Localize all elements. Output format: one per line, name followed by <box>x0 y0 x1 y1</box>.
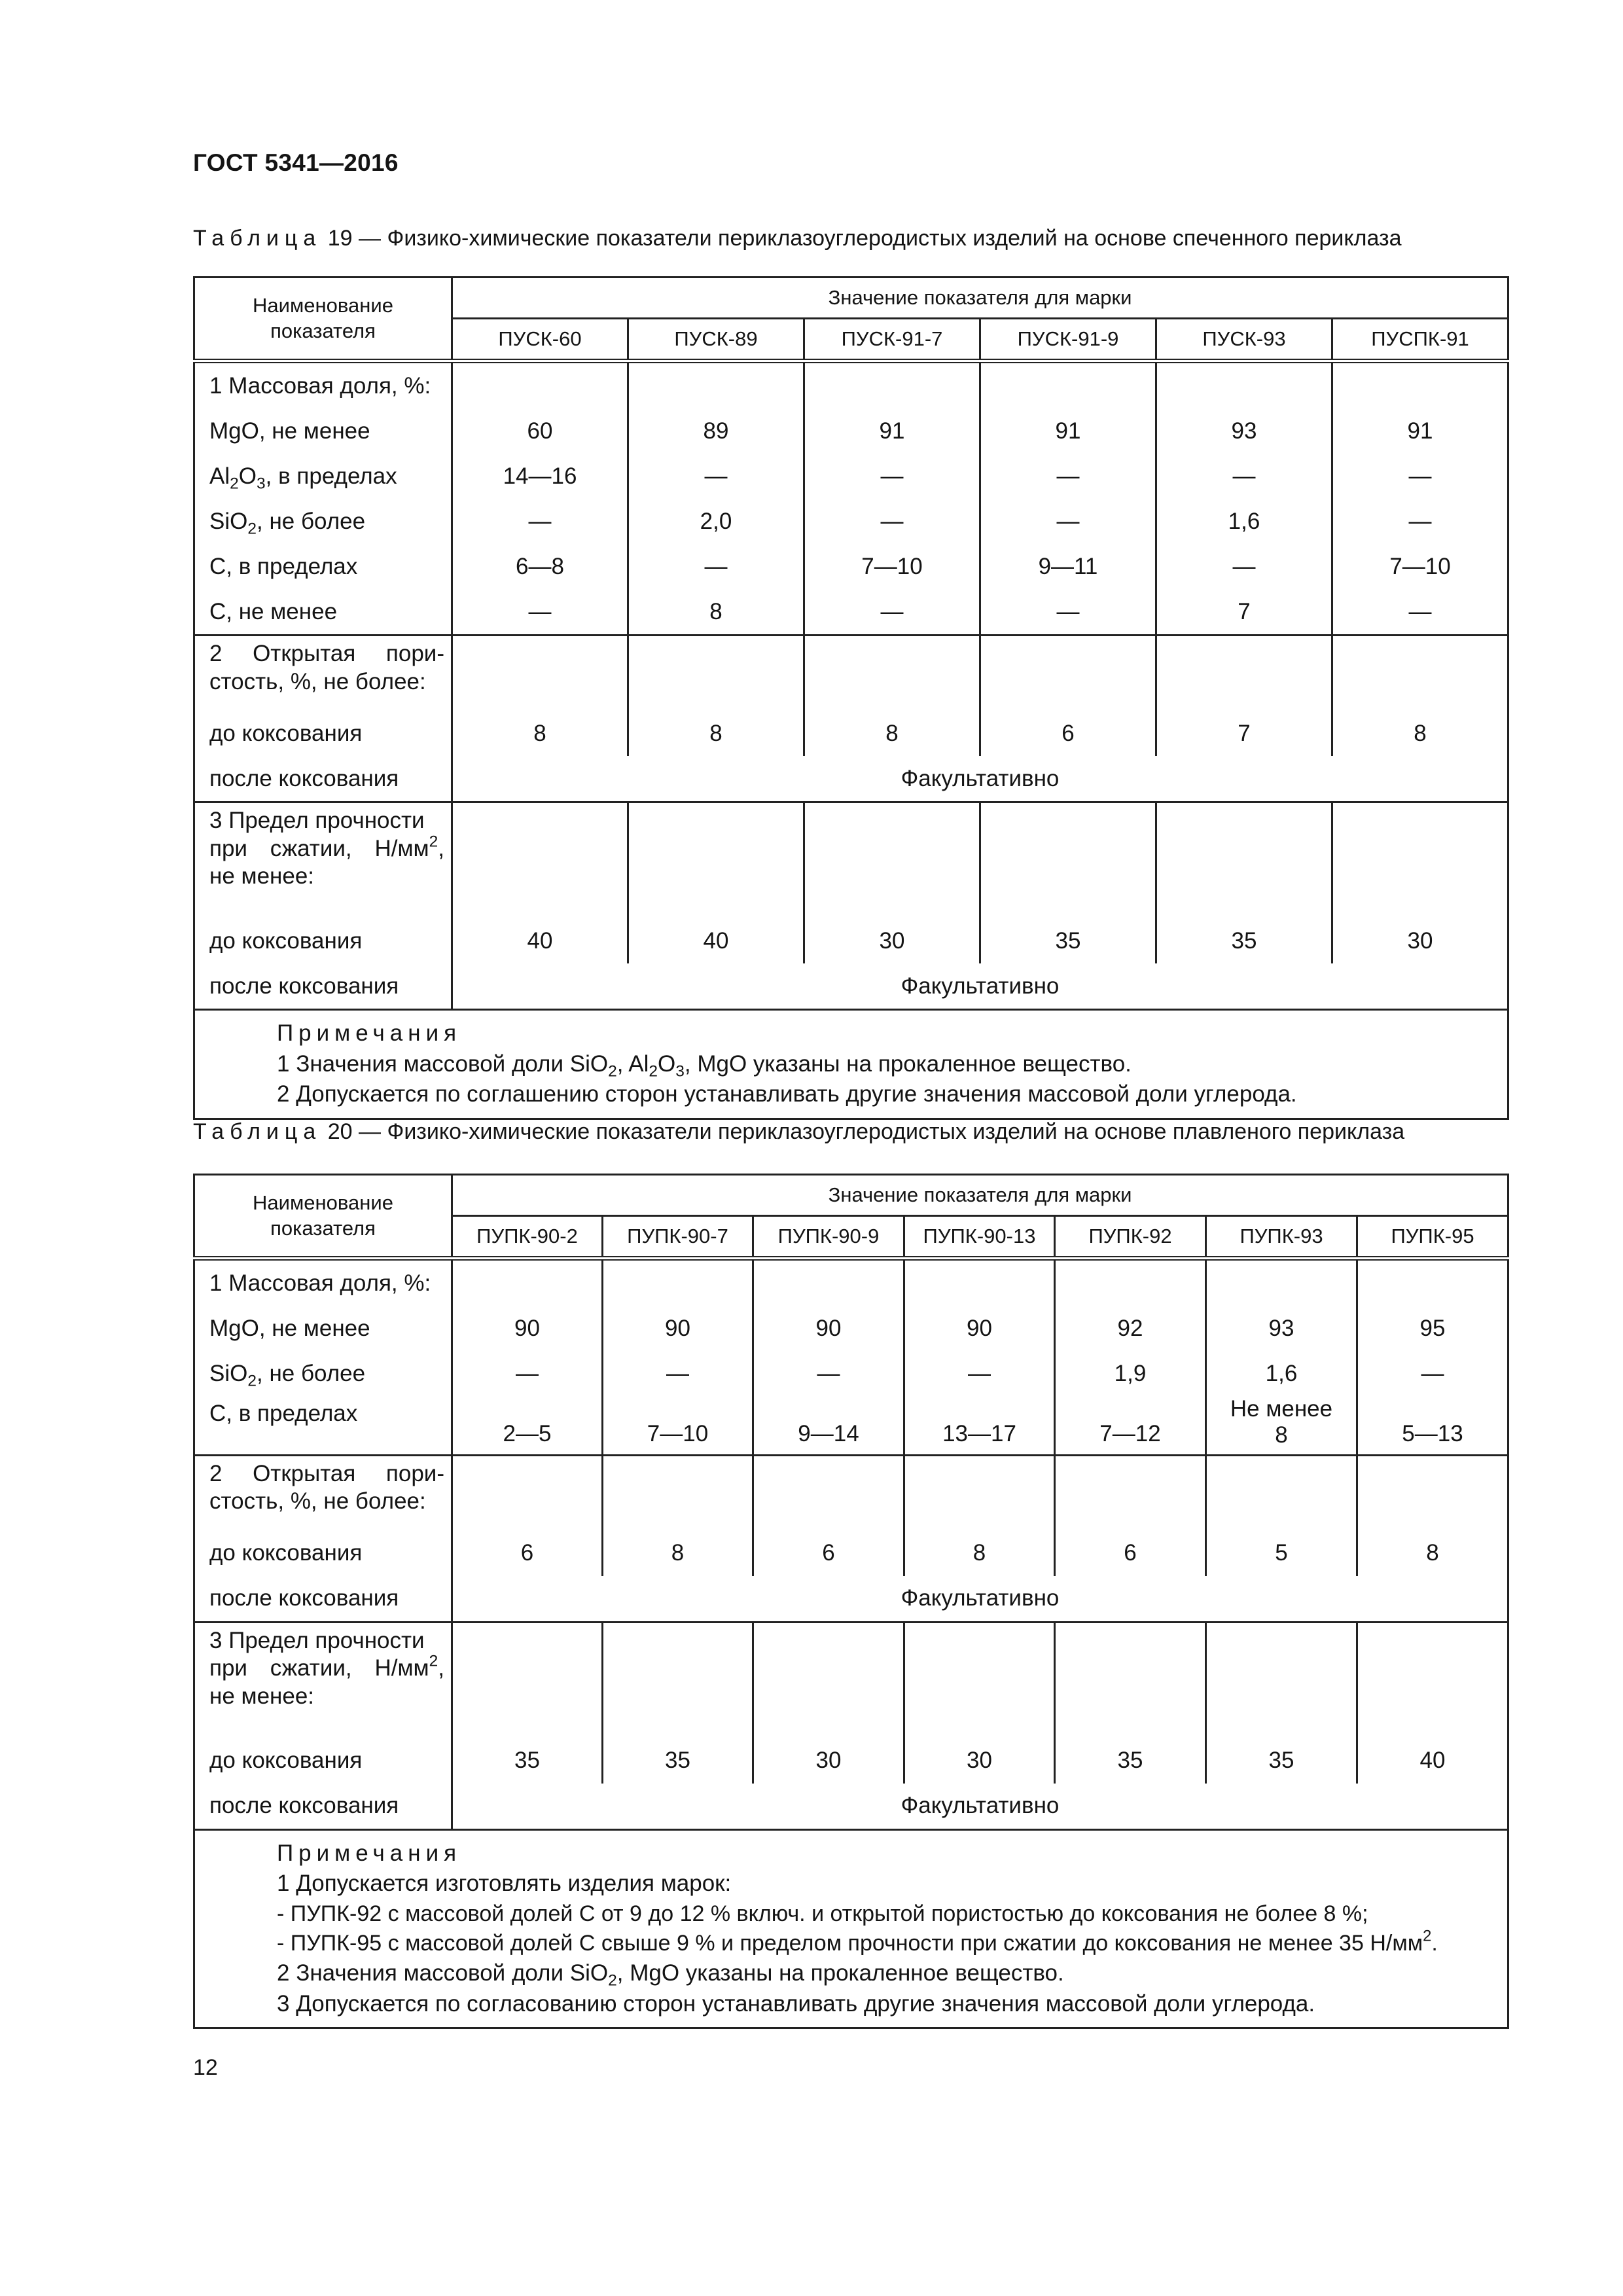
table-cell: 90 <box>904 1306 1055 1351</box>
table-cell: 8 <box>804 711 980 756</box>
table-cell: — <box>980 454 1156 499</box>
table-cell: 1,9 <box>1055 1351 1206 1396</box>
note-item: 1 Допускается изготовлять изделия марок: <box>277 1871 732 1897</box>
notes-title: Примечания <box>277 1020 462 1046</box>
row-label: после коксования <box>194 756 452 802</box>
table-cell: — <box>628 454 804 499</box>
table-cell: 35 <box>1055 1738 1206 1784</box>
row-label: С, в пределах <box>194 1396 452 1455</box>
table-cell: 30 <box>804 918 980 963</box>
table-cell: 89 <box>628 408 804 454</box>
table-cell: 90 <box>603 1306 753 1351</box>
table-row <box>194 1531 1508 1576</box>
table-cell: 7—10 <box>603 1396 753 1455</box>
row-label: после коксования <box>194 1784 452 1830</box>
table-row <box>194 802 1508 919</box>
table-cell: 30 <box>904 1738 1055 1784</box>
row-label: SiO$_2$, не более <box>194 1351 452 1396</box>
table-row <box>194 1259 1508 1306</box>
table-cell: 2—5 <box>452 1396 603 1455</box>
table-cell: 14—16 <box>452 454 628 499</box>
table-cell: 8 <box>904 1531 1055 1576</box>
table-cell: 6 <box>980 711 1156 756</box>
table-word: Таблица <box>193 1119 322 1144</box>
table-row <box>194 1738 1508 1784</box>
table-cell: Не менее 8 <box>1206 1396 1357 1455</box>
table-cell: 8 <box>628 711 804 756</box>
note-item: 3 Допускается по согласованию сторон устанавливать другие значения массовой доли углерода. <box>277 1990 1315 2017</box>
table-cell: 6 <box>1055 1531 1206 1576</box>
table-cell: 7—10 <box>804 544 980 589</box>
table-notes-row <box>194 1829 1508 2028</box>
table-cell: 6—8 <box>452 544 628 589</box>
table-cell: 35 <box>980 918 1156 963</box>
table-row <box>194 711 1508 756</box>
table-cell: — <box>804 589 980 636</box>
table-cell: 40 <box>628 918 804 963</box>
table-notes-row <box>194 1010 1508 1119</box>
column-header-mark: ПУСК-91-9 <box>980 319 1156 361</box>
table-row <box>194 499 1508 544</box>
table-19-caption <box>193 226 1402 251</box>
row-label: С, не менее <box>194 589 452 636</box>
table-cell: 9—11 <box>980 544 1156 589</box>
table-cell: 7 <box>1156 589 1332 636</box>
group-title: 3 Предел прочности при сжатии, $Н/мм^2$, не менее: <box>194 1622 452 1738</box>
table-cell: — <box>753 1351 904 1396</box>
table-cell: — <box>628 544 804 589</box>
notes-title: Примечания <box>277 1840 462 1866</box>
table-cell: 95 <box>1357 1306 1508 1351</box>
table-cell: 91 <box>980 408 1156 454</box>
standard-designation: ГОСТ 5341—2016 <box>193 149 399 176</box>
table-cell: — <box>1156 454 1332 499</box>
table-cell: 8 <box>452 711 628 756</box>
table-row <box>194 544 1508 589</box>
column-header-indicator: Наименование показателя <box>194 1175 452 1259</box>
column-header-mark: ПУСПК-91 <box>1332 319 1508 361</box>
group-title: 2 Открытая пори- стость, %, не более: <box>194 1455 452 1531</box>
table-row <box>194 1576 1508 1623</box>
table-20 <box>193 1174 1509 2029</box>
column-group-header: Значение показателя для марки <box>452 1175 1508 1216</box>
table-cell: — <box>804 499 980 544</box>
table-cell: 93 <box>1206 1306 1357 1351</box>
table-cell: — <box>1332 499 1508 544</box>
table-cell: — <box>980 589 1156 636</box>
table-cell: — <box>804 454 980 499</box>
table-cell: 91 <box>804 408 980 454</box>
table-cell: 8 <box>1332 711 1508 756</box>
table-row <box>194 963 1508 1010</box>
row-label: до коксования <box>194 918 452 963</box>
group-title: 1 Массовая доля, %: <box>194 1259 452 1306</box>
row-label: до коксования <box>194 1531 452 1576</box>
table-cell: 40 <box>1357 1738 1508 1784</box>
table-cell: 7—12 <box>1055 1396 1206 1455</box>
table-20-caption <box>193 1119 1404 1145</box>
column-header-mark: ПУПК-90-2 <box>452 1216 603 1259</box>
table-20-title: 20 — Физико-химические показатели периклазоуглеродистых изделий на основе плавленого периклаза <box>321 1119 1405 1144</box>
table-cell: 1,6 <box>1156 499 1332 544</box>
table-notes <box>194 1010 1508 1119</box>
table-cell: — <box>980 499 1156 544</box>
table-cell-optional: Факультативно <box>452 963 1508 1010</box>
row-label: MgO, не менее <box>194 408 452 454</box>
table-cell: 5—13 <box>1357 1396 1508 1455</box>
column-group-header: Значение показателя для марки <box>452 278 1508 319</box>
table-cell: — <box>1332 589 1508 636</box>
table-cell: 35 <box>603 1738 753 1784</box>
row-label: до коксования <box>194 1738 452 1784</box>
table-cell-optional: Факультативно <box>452 756 1508 802</box>
table-cell: 35 <box>1156 918 1332 963</box>
group-title: 1 Массовая доля, %: <box>194 361 452 409</box>
column-header-mark: ПУПК-92 <box>1055 1216 1206 1259</box>
table-cell: 30 <box>753 1738 904 1784</box>
table-notes <box>194 1829 1508 2028</box>
table-cell-optional: Факультативно <box>452 1784 1508 1830</box>
note-item: 2 Значения массовой доли SiO$_2$, MgO указаны на прокаленное вещество. <box>277 1960 1064 1990</box>
table-row <box>194 454 1508 499</box>
table-cell: 13—17 <box>904 1396 1055 1455</box>
column-header-mark: ПУСК-89 <box>628 319 804 361</box>
note-item: 1 Значения массовой доли SiO$_2$, $Al_2O_3$, MgO указаны на прокаленное вещество. <box>277 1050 1132 1080</box>
row-label: до коксования <box>194 711 452 756</box>
page-number: 12 <box>193 2055 218 2080</box>
column-header-mark: ПУСК-91-7 <box>804 319 980 361</box>
table-cell: — <box>1357 1351 1508 1396</box>
row-label: SiO$_2$, не более <box>194 499 452 544</box>
table-cell: — <box>1156 544 1332 589</box>
table-cell: 90 <box>452 1306 603 1351</box>
row-label: С, в пределах <box>194 544 452 589</box>
group-title: 2 Открытая пори- стость, %, не более: <box>194 636 452 711</box>
table-cell: — <box>452 589 628 636</box>
column-header-mark: ПУПК-95 <box>1357 1216 1508 1259</box>
table-cell: — <box>603 1351 753 1396</box>
group-title: 3 Предел прочности при сжатии, $Н/мм^2$, не менее: <box>194 802 452 919</box>
table-cell-optional: Факультативно <box>452 1576 1508 1623</box>
table-19-title: 19 — Физико-химические показатели периклазоуглеродистых изделий на основе спеченного периклаза <box>321 226 1402 251</box>
table-row <box>194 1396 1508 1455</box>
table-row <box>194 1784 1508 1830</box>
table-cell: — <box>1332 454 1508 499</box>
table-cell: 7 <box>1156 711 1332 756</box>
table-row <box>194 361 1508 409</box>
table-cell: 40 <box>452 918 628 963</box>
row-label: MgO, не менее <box>194 1306 452 1351</box>
table-cell: 91 <box>1332 408 1508 454</box>
table-cell: 35 <box>1206 1738 1357 1784</box>
table-cell: 6 <box>753 1531 904 1576</box>
table-row <box>194 1351 1508 1396</box>
table-cell: 5 <box>1206 1531 1357 1576</box>
table-cell: — <box>452 1351 603 1396</box>
row-label: после коксования <box>194 963 452 1010</box>
table-row <box>194 756 1508 802</box>
column-header-mark: ПУПК-90-9 <box>753 1216 904 1259</box>
table-row <box>194 1455 1508 1531</box>
note-item: - ПУПК-95 с массовой долей С свыше 9 % и пределом прочности при сжатии до коксования не менее 35 $Н/мм^2$. <box>277 1927 1438 1956</box>
row-label: $Al_2O_3$, в пределах <box>194 454 452 499</box>
table-cell: 90 <box>753 1306 904 1351</box>
column-header-indicator: Наименование показателя <box>194 278 452 361</box>
table-cell: 1,6 <box>1206 1351 1357 1396</box>
table-row <box>194 918 1508 963</box>
table-cell: — <box>904 1351 1055 1396</box>
column-header-mark: ПУПК-93 <box>1206 1216 1357 1259</box>
table-cell: — <box>452 499 628 544</box>
table-cell: 93 <box>1156 408 1332 454</box>
table-cell: 92 <box>1055 1306 1206 1351</box>
table-row <box>194 636 1508 711</box>
table-cell: 2,0 <box>628 499 804 544</box>
row-label: после коксования <box>194 1576 452 1623</box>
table-row <box>194 1622 1508 1738</box>
column-header-mark: ПУПК-90-13 <box>904 1216 1055 1259</box>
table-cell: 9—14 <box>753 1396 904 1455</box>
table-cell: 8 <box>603 1531 753 1576</box>
table-row <box>194 1306 1508 1351</box>
column-header-mark: ПУСК-60 <box>452 319 628 361</box>
table-row <box>194 589 1508 636</box>
table-cell: 8 <box>628 589 804 636</box>
table-row <box>194 408 1508 454</box>
column-header-mark: ПУСК-93 <box>1156 319 1332 361</box>
table-cell: 7—10 <box>1332 544 1508 589</box>
column-header-mark: ПУПК-90-7 <box>603 1216 753 1259</box>
table-cell: 30 <box>1332 918 1508 963</box>
note-item: 2 Допускается по соглашению сторон устанавливать другие значения массовой доли углерода. <box>277 1081 1297 1107</box>
note-item: - ПУПК-92 с массовой долей С от 9 до 12 % включ. и открытой пористостью до коксования не более 8 %; <box>277 1901 1368 1926</box>
table-word: Таблица <box>193 226 322 251</box>
table-cell: 6 <box>452 1531 603 1576</box>
table-cell: 35 <box>452 1738 603 1784</box>
table-cell: 8 <box>1357 1531 1508 1576</box>
table-19 <box>193 276 1509 1120</box>
table-cell: 60 <box>452 408 628 454</box>
